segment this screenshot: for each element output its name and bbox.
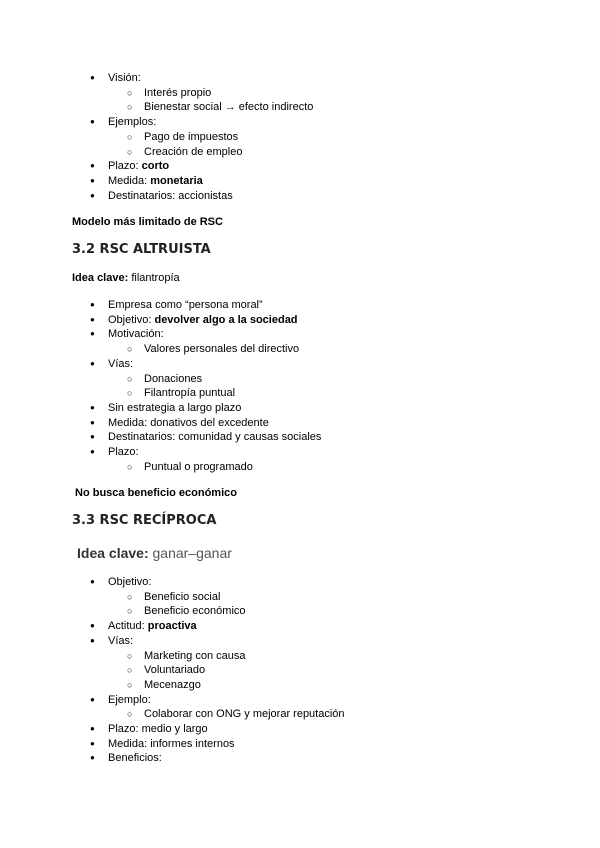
list-item (0, 737, 600, 752)
list-item-vias (0, 634, 600, 649)
list-item (0, 649, 600, 664)
vision-label: Visión: (108, 72, 141, 84)
actitud-value: proactiva (147, 620, 197, 633)
medida-label: Medida: (108, 174, 151, 187)
idea-label: Idea clave: (72, 272, 129, 284)
objetivo-item: Beneficio social (144, 590, 221, 603)
list-item (0, 145, 600, 160)
plazo-label: Plazo: (108, 160, 142, 173)
destinatarios-text: Destinatarios: accionistas (108, 189, 233, 202)
example-item: Creación de empleo (144, 145, 243, 158)
medida-text: Medida: donativos del excedente (108, 416, 269, 429)
section3-list (0, 575, 600, 766)
list-item (0, 401, 600, 416)
list-item-objetivo (0, 575, 600, 590)
list-item (0, 722, 600, 737)
section2-list (0, 298, 600, 474)
ejemplo-item: Colaborar con ONG y mejorar reputación (144, 708, 345, 721)
list-item-medida (0, 174, 600, 189)
list-item (0, 678, 600, 693)
idea-value: filantropía (128, 272, 180, 284)
list-item (0, 430, 600, 445)
list-item-objetivo (0, 313, 600, 328)
estrategia-text: Sin estrategia a largo plazo (108, 401, 242, 414)
list-item (0, 130, 600, 145)
list-item-beneficios (0, 751, 600, 766)
objetivo-item: Beneficio económico (144, 605, 246, 618)
medida-value: monetaria (150, 174, 203, 187)
list-item (0, 663, 600, 678)
section3-list-block (0, 575, 600, 766)
vias-label: Vías: (108, 634, 134, 647)
via-item: Voluntariado (144, 664, 206, 677)
examples-label: Ejemplos: (108, 116, 157, 129)
list-item (0, 590, 600, 605)
idea-label: Idea clave: (77, 545, 149, 561)
section2-list-block (0, 298, 600, 474)
list-item (0, 386, 600, 401)
objetivo-value: devolver algo a la sociedad (154, 313, 298, 326)
beneficios-label: Beneficios: (108, 752, 162, 765)
list-item-vias (0, 357, 600, 372)
ejemplo-label: Ejemplo: (108, 693, 151, 706)
section1-note: Modelo más limitado de RSC (72, 216, 223, 228)
list-item (0, 342, 600, 357)
list-item (0, 416, 600, 431)
via-item: Marketing con causa (144, 649, 246, 662)
list-item (0, 100, 600, 115)
section2-idea (72, 272, 180, 284)
empresa-text: Empresa como “persona moral” (108, 299, 263, 311)
list-item-plazo (0, 159, 600, 174)
objetivo-label: Objetivo: (108, 313, 155, 326)
example-item: Pago de impuestos (144, 130, 239, 143)
list-item-plazo (0, 445, 600, 460)
plazo-text: Plazo: medio y largo (108, 723, 208, 736)
section1-list-block (0, 71, 600, 203)
objetivo-label: Objetivo: (108, 576, 152, 588)
actitud-label: Actitud: (108, 620, 148, 633)
section3-heading: 3.3 RSC RECÍPROCA (72, 513, 217, 528)
list-item-vision (0, 71, 600, 86)
section3-idea (77, 545, 232, 561)
section1-list (0, 71, 600, 203)
list-item-motivacion (0, 327, 600, 342)
via-item: Mecenazgo (144, 678, 201, 691)
destinatarios-text: Destinatarios: comunidad y causas sociales (108, 431, 322, 444)
list-item (0, 372, 600, 387)
section2-note: No busca beneficio económico (75, 487, 237, 499)
list-item-actitud (0, 619, 600, 634)
plazo-item: Puntual o programado (144, 460, 253, 473)
section2-heading: 3.2 RSC ALTRUISTA (72, 242, 211, 257)
list-item-destinatarios (0, 189, 600, 204)
motivacion-label: Motivación: (108, 328, 164, 341)
list-item (0, 707, 600, 722)
vision-item: Bienestar social → efecto indirecto (144, 101, 314, 114)
medida-text: Medida: informes internos (108, 737, 235, 750)
motivacion-item: Valores personales del directivo (144, 343, 300, 356)
vias-label: Vías: (108, 357, 134, 370)
list-item (0, 604, 600, 619)
list-item (0, 460, 600, 475)
plazo-value: corto (141, 160, 170, 173)
vision-item: Interés propio (144, 86, 212, 99)
idea-value: ganar–ganar (148, 545, 232, 561)
list-item-ejemplo (0, 693, 600, 708)
via-item: Donaciones (144, 372, 203, 385)
list-item-examples (0, 115, 600, 130)
list-item (0, 298, 600, 313)
list-item (0, 86, 600, 101)
plazo-label: Plazo: (108, 446, 139, 459)
via-item: Filantropía puntual (144, 387, 236, 400)
